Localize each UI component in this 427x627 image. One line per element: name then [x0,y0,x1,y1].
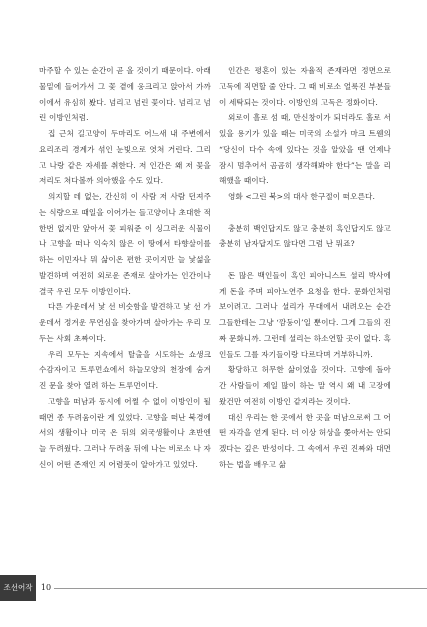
paragraph: 대신 우리는 한 곳에서 한 곳을 떠남으로써 그 어떤 자각을 얻게 된다. 더 이상 허상을 쫓아서는 안되겠다는 깊은 반성이다. 그 속에서 우린 진짜와 대면하는 법을 배우고 삶 [219,412,391,469]
paragraph: 인간은 평혼이 있는 자율적 존재라면 정면으로 고독에 직면할 줄 안다. 그 때 비로소 얼룩진 부분들이 세탁되는 것이다. 이방인의 고독은 정화이다. [219,66,391,107]
magazine-title: 조선어작품 [0,575,36,601]
page-number: 10 [40,583,52,592]
paragraph: 황당하고 허무한 삶이였을 것이다. 고향에 돌아간 사람들이 제일 많이 하는 말 역시 왜 내 고장에 왔건만 여전히 이방인 같지라는 것이다. [219,365,391,406]
footer-rule [54,588,427,589]
paragraph: 영화 <그린 북>의 대사 한구절이 떠오른다. [228,192,375,201]
paragraph: 의지할 데 없는, 간신히 이 사람 저 사람 던져주는 식량으로 때일을 이어가는 들고양이나 초대한 적 한번 없지만 앞아서 꽃 피워준 이 싱그러운 식물이나 고향을 떠나 익숙치 않은 이 땅에서 타향살이를 하는 이민자나 뭐 삶이온 편한 곳이지만 늘 낯섦을 발견하며 여전히 외로운 존재로 살아가는 인간이나 결국 우린 모두 이방인이다. [39,192,211,296]
paragraph: 외로이 흘로 섬 때, 만신창이가 되더라도 홀로 서있을 용기가 있을 때는 미국의 소설가 마크 트웬의 “당신이 다수 속에 있다는 것을 알았을 땐 언제나 잠시 멈추어서 곰곰히 생각해봐야 한다”는 말을 리해했을 때이다. [219,113,391,186]
paragraph: 돈 많은 백인들이 흑인 피아니스트 셜리 박사에게 돈을 주며 피아노연주 요청을 한다. 문화인처럼 보이려고. 그러나 셜리가 무대에서 내려오는 순간 그들한테는 그냥 ‘깜둥이’일 뿐이다. 그게 그들의 진짜 문화니까. 그런데 셜리는 하소연할 곳이 없다. 흑인들도 그를 자기들이랑 다르다며 거부하니까. [219,270,391,359]
paragraph: 마주할 수 있는 순간이 곧 올 것이기 때문이다. 아래 물밑에 들어가서 그 꽃 곁에 웅크리고 앉아서 가까이에서 유심히 봤다. 넘리고 넘린 꽃이다. 넘리고 넘린 이방인처럼. [39,66,211,123]
paragraph: 우리 모두는 지속에서 탈출을 시도하는 쇼생크 수감자이고 트루먼쇼에서 하늘모양의 천장에 숨겨진 문을 찾아 열려 하는 트루먼이다. [39,349,211,390]
left-column [39,63,211,473]
paragraph: 충분히 백인답지도 않고 충분히 흑인답지도 않고 충분히 남자답지도 않다면 그럼 난 뭐죠? [219,223,391,249]
right-column [219,63,391,473]
paragraph-gap [219,252,391,268]
paragraph: 집 근처 길고양이 두마리도 어느새 내 주변에서 요리조리 경계가 섞인 눈빛으로 엿쳐 거린다. 그리고 나랑 같은 자세를 취한다. 저 인간은 왜 저 꽃을 저리도 쳐다볼까 의아했을 수도 있다. [39,129,211,186]
page-footer [0,575,427,618]
paragraph: 다른 가운데서 낯 선 비슷함을 발견하고 낯 선 가운데서 정겨운 무연심을 찾아가며 살아가는 우리 모두는 사회 초짜이다. [39,302,211,343]
paragraph: 고향을 떠남과 동시에 어쩔 수 없이 이방인이 될 때면 종 두려움이란 게 있었다. 고향을 떠난 북경에서의 생활이나 미국 온 뒤의 외국생활이나 초반엔 늘 두려웠다. 그러나 두려움 뒤에 나는 비로소 나 자신이 어떤 존재인 지 어렴풋이 알아가고 있었다. [39,396,211,469]
paragraph-gap [219,205,391,221]
